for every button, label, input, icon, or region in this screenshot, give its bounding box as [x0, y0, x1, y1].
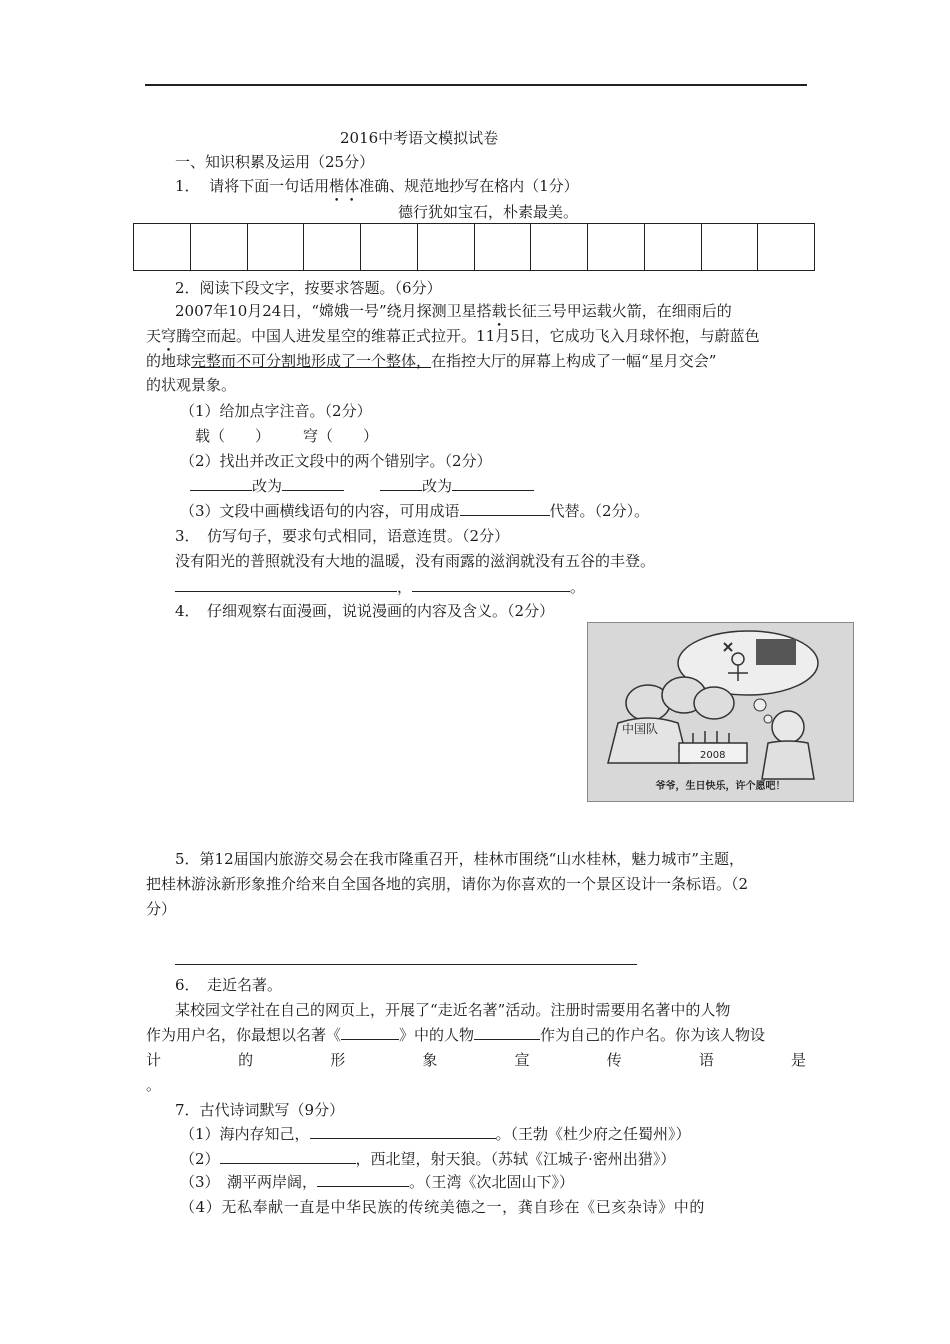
question-5-line: 把桂林游泳新形象推介给来自全国各地的宾朋，请你为你喜欢的一个景区设计一条标语。（2 — [146, 875, 749, 893]
top-rule — [145, 84, 807, 86]
question-4-title: 4． 仔细观察右面漫画，说说漫画的内容及含义。（2分） — [175, 602, 555, 620]
cartoon-cake-label: 2008 — [700, 750, 726, 761]
grid-cell[interactable] — [758, 224, 814, 270]
answer-line[interactable] — [175, 964, 637, 965]
answer-blank[interactable] — [220, 1149, 356, 1164]
question-6-end: 。 — [146, 1076, 162, 1094]
grid-cell[interactable] — [475, 224, 532, 270]
grid-cell[interactable] — [645, 224, 702, 270]
grid-cell[interactable] — [531, 224, 588, 270]
answer-blank[interactable] — [317, 1172, 409, 1187]
answer-blank[interactable] — [460, 501, 550, 516]
grid-cell[interactable] — [588, 224, 645, 270]
writing-grid — [133, 223, 815, 271]
question-5-line: 分） — [146, 900, 177, 918]
question-5-line: 5．第12届国内旅游交易会在我市隆重召开，桂林市围绕“山水桂林，魅力城市”主题， — [175, 850, 744, 868]
poem-line-3: （3） 潮平两岸阔， 。（王湾《次北固山下》） — [180, 1173, 575, 1191]
question-6-line: 某校园文学社在自己的网页上，开展了“走近名著”活动。注册时需要用名著中的人物 — [175, 1001, 731, 1019]
passage-line: 的状观景象。 — [146, 376, 237, 394]
pinyin-blank-1: 载（ ） — [195, 427, 271, 445]
question-2-title: 2．阅读下段文字，按要求答题。（6分） — [175, 279, 442, 297]
answer-blank[interactable] — [310, 1124, 496, 1139]
cartoon-image — [587, 622, 854, 802]
dotted-char: 体 — [344, 177, 360, 195]
question-3-example: 没有阳光的普照就没有大地的温暖，没有雨露的滋润就没有五谷的丰登。 — [175, 552, 656, 570]
answer-blank[interactable] — [282, 476, 344, 491]
question-6-title: 6． 走近名著。 — [175, 976, 283, 994]
answer-blank[interactable] — [175, 577, 397, 592]
grid-cell[interactable] — [304, 224, 361, 270]
dotted-char: 载 — [491, 302, 507, 320]
underlined-sentence: 完整而不可分割地形成了一个整体， — [191, 352, 432, 370]
answer-blank[interactable] — [412, 577, 570, 592]
pinyin-blank-2: 穹（ ） — [303, 427, 379, 445]
grid-cell[interactable] — [191, 224, 248, 270]
sub-question-3: （3）文段中画横线语句的内容，可用成语 代替。（2分）。 — [180, 502, 650, 520]
sub-question-1: （1）给加点字注音。（2分） — [180, 402, 372, 420]
sub-question-2: （2）找出并改正文段中的两个错别字。（2分） — [180, 452, 492, 470]
grid-cell[interactable] — [361, 224, 418, 270]
answer-blank[interactable] — [474, 1025, 540, 1040]
page-title: 2016中考语文模拟试卷 — [340, 129, 499, 147]
question-1: 1． 请将下面一句话用楷体准确、规范地抄写在格内（1分） — [175, 177, 579, 195]
answer-blank[interactable] — [380, 476, 422, 491]
question-6-line: 作为用户名，你最想以名著《 》中的人物 作为自己的作户名。你为该人物设 — [146, 1026, 766, 1044]
dotted-char: 穹 — [161, 327, 177, 345]
poem-line-1: （1）海内存知己， 。（王勃《杜少府之任蜀州》） — [180, 1125, 691, 1143]
grid-cell[interactable] — [248, 224, 305, 270]
poem-line-4: （4）无私奉献一直是中华民族的传统美德之一，龚自珍在《已亥杂诗》中的 — [180, 1198, 705, 1216]
answer-blank[interactable] — [190, 476, 252, 491]
dotted-char: 楷 — [329, 177, 345, 195]
correction-row: 改为 改为 — [190, 476, 534, 496]
question-6-spread-line: 计 的 形 象 宣 传 语 是 — [146, 1051, 806, 1069]
imitation-answer-row: ， 。 — [175, 577, 585, 597]
grid-cell[interactable] — [418, 224, 475, 270]
answer-blank[interactable] — [452, 476, 534, 491]
poem-line-2: （2） ，西北望，射天狼。（苏轼《江城子·密州出猎》） — [180, 1150, 676, 1168]
cartoon-drawing — [588, 623, 853, 801]
passage-line: 的地球完整而不可分割地形成了一个整体，在指控大厅的屏幕上构成了一幅“星月交会” — [146, 352, 717, 370]
cartoon-team-label: 中国队 — [622, 722, 659, 736]
copy-sentence: 德行犹如宝石，朴素最美。 — [398, 203, 579, 221]
question-3-title: 3． 仿写句子，要求句式相同，语意连贯。（2分） — [175, 527, 510, 545]
grid-cell[interactable] — [134, 224, 191, 270]
question-7-title: 7．古代诗词默写（9分） — [175, 1101, 345, 1119]
section-heading: 一、知识积累及运用（25分） — [175, 153, 375, 171]
passage-line: 天穹腾空而起。中国人进发星空的维幕正式拉开。11月5日，它成功飞入月球怀抱，与蔚蓝色 — [146, 327, 760, 345]
cartoon-caption: 爷爷，生日快乐，许个愿吧！ — [655, 781, 786, 792]
grid-cell[interactable] — [702, 224, 759, 270]
passage-line: 2007年10月24日，“嫦娥一号”绕月探测卫星搭载长征三号甲运载火箭，在细雨后的 — [175, 302, 732, 320]
answer-blank[interactable] — [341, 1025, 399, 1040]
